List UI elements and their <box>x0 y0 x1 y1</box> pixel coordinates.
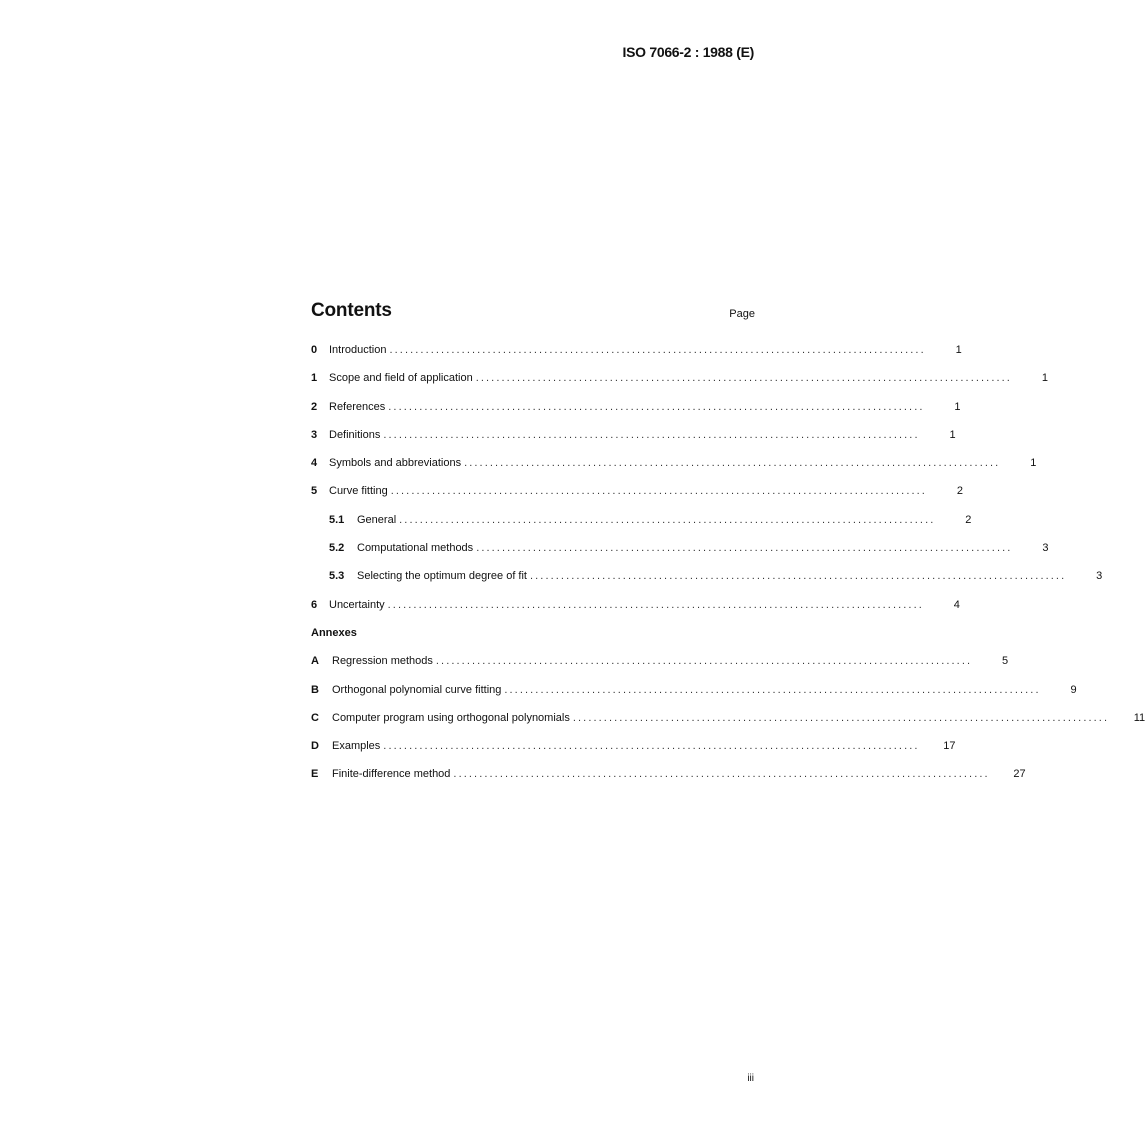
document-identifier: ISO 7066-2 : 1988 (E) <box>622 44 754 60</box>
toc-subentry-computational-methods[interactable] <box>311 542 1049 570</box>
toc-entry-title: Curve fitting <box>329 485 388 498</box>
toc-entry-page: 1 <box>955 344 962 356</box>
toc-subentry-optimum-degree[interactable] <box>311 570 1103 598</box>
toc-entry-title: Regression methods <box>332 655 433 668</box>
toc-entry-page: 5 <box>1002 655 1009 668</box>
toc-entry-page: 1 <box>1041 372 1048 385</box>
dot-leader: ........................................................................................................ <box>435 655 973 668</box>
toc-annex-c[interactable] <box>311 711 1145 740</box>
toc-entry-title: Symbols and abbreviations <box>329 457 462 470</box>
dot-leader: ........................................................................................................ <box>389 344 926 356</box>
toc-entry-number: 0 <box>311 344 318 356</box>
contents-title: Contents <box>311 300 392 321</box>
toc-entry-page: 17 <box>943 740 956 753</box>
toc-entry-number: 5 <box>311 485 318 498</box>
table-of-contents <box>311 344 1145 797</box>
toc-entry-number: 1 <box>311 372 318 385</box>
dot-leader: ........................................................................................................ <box>464 457 1001 470</box>
dot-leader: ........................................................................................................ <box>475 372 1012 385</box>
toc-entry-page: 1 <box>949 428 956 441</box>
dot-leader: ........................................................................................................ <box>390 485 927 498</box>
toc-entry-title: Definitions <box>329 428 381 441</box>
toc-entry-page: 9 <box>1070 683 1077 696</box>
toc-entry-number: 6 <box>311 598 318 611</box>
dot-leader: ........................................................................................................ <box>572 711 1110 724</box>
toc-entry-title: Scope and field of application <box>329 372 473 385</box>
toc-entry-page: 27 <box>1013 768 1026 781</box>
toc-entry-title: Orthogonal polynomial curve fitting <box>332 683 502 696</box>
toc-entry-title: Uncertainty <box>329 598 385 611</box>
toc-entry-number: 5.3 <box>329 570 345 583</box>
toc-entry-definitions[interactable] <box>311 428 956 457</box>
toc-entry-number: 5.1 <box>329 513 345 526</box>
toc-entry-uncertainty[interactable] <box>311 598 960 627</box>
dot-leader: ........................................................................................................ <box>383 428 920 441</box>
toc-entry-number: C <box>311 711 319 724</box>
toc-entry-introduction[interactable] <box>311 344 962 372</box>
toc-entry-number: 2 <box>311 400 318 413</box>
toc-entry-page: 11 <box>1133 711 1145 724</box>
toc-entry-title: Introduction <box>329 344 387 356</box>
toc-entry-page: 3 <box>1042 542 1049 555</box>
toc-entry-title: Selecting the optimum degree of fit <box>357 570 527 583</box>
toc-entry-page: 3 <box>1096 570 1103 583</box>
dot-leader: ........................................................................................................ <box>388 400 925 413</box>
annexes-heading: Annexes <box>311 626 357 639</box>
dot-leader: ........................................................................................................ <box>387 598 924 611</box>
dot-leader: ........................................................................................................ <box>399 513 936 526</box>
toc-entry-number: 5.2 <box>329 542 345 555</box>
toc-entry-page: 1 <box>1030 457 1037 470</box>
toc-entry-page: 4 <box>953 598 960 611</box>
toc-entry-number: E <box>311 768 319 781</box>
dot-leader: ........................................................................................................ <box>453 768 990 781</box>
toc-entry-number: D <box>311 740 319 753</box>
toc-annex-e[interactable] <box>311 768 1026 796</box>
toc-annex-d[interactable] <box>311 740 956 768</box>
toc-entry-curve-fitting[interactable] <box>311 485 963 513</box>
toc-entry-title: Finite-difference method <box>332 768 451 781</box>
toc-entry-title: Computer program using orthogonal polynomials <box>332 711 570 724</box>
toc-annex-b[interactable] <box>311 683 1077 712</box>
toc-entry-number: B <box>311 683 319 696</box>
toc-entry-number: A <box>311 655 319 668</box>
page-column-label: Page <box>729 308 755 320</box>
toc-entry-number: 3 <box>311 428 318 441</box>
dot-leader: ........................................................................................................ <box>476 542 1013 555</box>
toc-entry-symbols[interactable] <box>311 457 1037 485</box>
dot-leader: ........................................................................................................ <box>383 740 920 753</box>
toc-entry-number: 4 <box>311 457 318 470</box>
toc-entry-page: 2 <box>956 485 963 498</box>
dot-leader: ........................................................................................................ <box>504 683 1041 696</box>
dot-leader: ........................................................................................................ <box>529 570 1067 583</box>
toc-entry-references[interactable] <box>311 400 961 429</box>
toc-annex-a[interactable] <box>311 655 1009 683</box>
toc-entry-title: General <box>357 513 397 526</box>
toc-entry-page: 2 <box>965 513 972 526</box>
toc-entry-title: Computational methods <box>357 542 474 555</box>
toc-entry-page: 1 <box>954 400 961 413</box>
footer-page-number: iii <box>747 1073 754 1084</box>
toc-subentry-general[interactable] <box>311 513 972 542</box>
toc-entry-title: References <box>329 400 386 413</box>
toc-entry-title: Examples <box>332 740 381 753</box>
toc-entry-scope[interactable] <box>311 372 1048 400</box>
